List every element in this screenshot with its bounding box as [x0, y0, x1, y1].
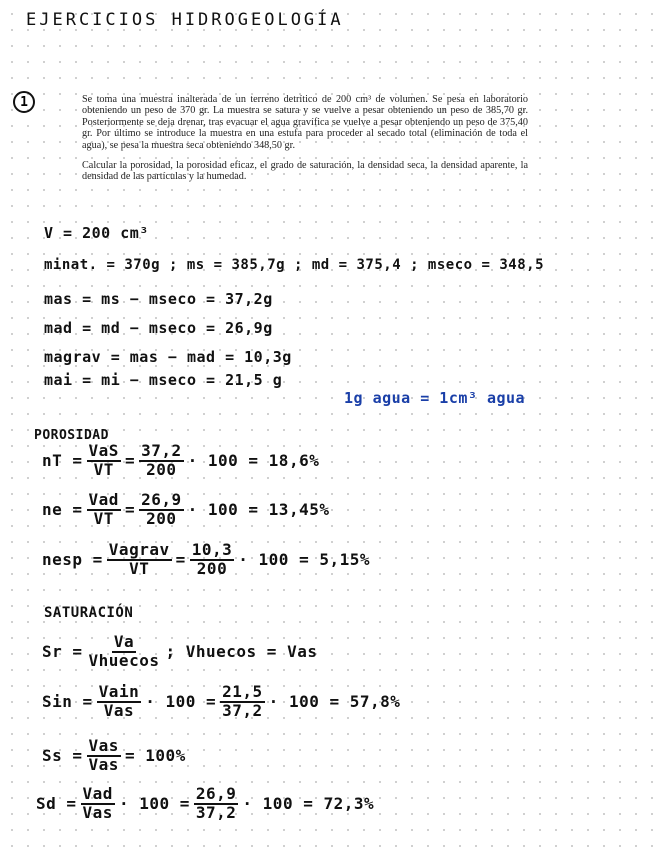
- ss-denominator: Vas: [88, 754, 119, 774]
- ne-value-numerator: 26,9: [141, 490, 182, 509]
- sin-value-denominator: 37,2: [222, 700, 263, 720]
- mai-note: mai = mi − mseco = 21,5 g: [44, 371, 283, 389]
- masses-note: minat. = 370g ; ms = 385,7g ; md = 375,4 ; mseco = 348,5: [44, 257, 545, 273]
- formula-sin: [42, 684, 400, 720]
- nesp-numerator: Vagrav: [108, 540, 170, 559]
- sd-numerator: Vad: [82, 784, 113, 803]
- sin-denominator: Vas: [103, 700, 135, 720]
- sin-equals: · 100 =: [145, 692, 217, 712]
- porosidad-heading: POROSIDAD: [34, 428, 109, 443]
- ne-value-denominator: 200: [146, 508, 177, 528]
- sd-value-fraction: [194, 786, 239, 822]
- nt-result: · 100 = 18,6%: [187, 451, 320, 471]
- nt-value-fraction: [139, 443, 184, 479]
- ne-result: · 100 = 13,45%: [187, 500, 330, 520]
- nt-value-denominator: 200: [146, 459, 177, 479]
- nesp-denominator: VT: [129, 558, 150, 578]
- sin-fraction: [97, 684, 142, 720]
- formula-sr: [42, 634, 317, 670]
- sin-value-fraction: [220, 684, 265, 720]
- sr-lhs: Sr =: [42, 642, 83, 662]
- ne-lhs: ne =: [42, 500, 83, 520]
- nt-fraction: [87, 443, 121, 479]
- page-header: EJERCICIOS HIDROGEOLOGÍA: [26, 10, 344, 30]
- sd-value-denominator: 37,2: [195, 802, 237, 822]
- nt-lhs: nT =: [42, 451, 83, 471]
- ne-value-fraction: [139, 492, 184, 528]
- mad-note: mad = md − mseco = 26,9g: [44, 319, 273, 337]
- ss-lhs: Ss =: [42, 746, 83, 766]
- sd-denominator: Vas: [82, 802, 113, 822]
- nesp-equals: =: [175, 550, 186, 570]
- sr-fraction: [87, 634, 162, 670]
- nesp-value-denominator: 200: [196, 558, 228, 578]
- formula-ss: [42, 738, 186, 774]
- sd-equals: · 100 =: [118, 794, 190, 814]
- ss-fraction: [87, 738, 121, 774]
- nt-equals: =: [124, 451, 136, 471]
- nesp-result: · 100 = 5,15%: [238, 550, 370, 570]
- nt-value-numerator: 37,2: [141, 441, 182, 460]
- sd-value-numerator: 26,9: [195, 784, 237, 803]
- ss-result: = 100%: [124, 746, 186, 766]
- nesp-value-fraction: [190, 542, 235, 578]
- volume-note: V = 200 cm³: [44, 224, 149, 242]
- exercise-number: 1: [13, 91, 35, 113]
- sd-lhs: Sd =: [36, 794, 77, 814]
- sin-lhs: Sin =: [42, 692, 93, 712]
- ne-fraction: [87, 492, 121, 528]
- nesp-fraction: [107, 542, 172, 578]
- saturacion-heading: SATURACIÓN: [44, 605, 134, 621]
- problem-paragraph-1: Se toma una muestra inalterada de un terreno detrítico de 200 cm³ de volumen. Se pesa en laboratorio obteniendo un peso de 370 gr. La muestra se satura y se vuelve a pesar obteniendo un peso de 385,70 gr. Posteriormente se deja drenar, tras evacuar el agua gravífica se vuelve a pesar obteniendo un peso de 375,40 gr. Por último se introduce la muestra en una estufa para proceder al secado total (eliminación de toda el agua), se pesa la muestra seca obteniendo 348,50 gr.: [82, 94, 528, 151]
- ne-equals: =: [124, 500, 136, 520]
- magrav-note: magrav = mas − mad = 10,3g: [44, 348, 292, 366]
- problem-paragraph-2: Calcular la porosidad, la porosidad eficaz, el grado de saturación, la densidad seca, la densidad aparente, la densidad de las partículas y la humedad.: [82, 160, 528, 183]
- ss-numerator: Vas: [88, 736, 119, 755]
- formula-ne: [42, 492, 329, 528]
- nesp-lhs: nesp =: [42, 550, 103, 570]
- nesp-value-numerator: 10,3: [191, 540, 233, 559]
- sr-numerator: Va: [113, 632, 135, 651]
- sr-denominator: Vhuecos: [88, 650, 160, 670]
- sd-result: · 100 = 72,3%: [242, 794, 375, 814]
- sr-note: ; Vhuecos = Vas: [165, 642, 318, 662]
- problem-statement: [82, 94, 528, 192]
- formula-nt: [42, 443, 319, 479]
- ne-numerator: Vad: [88, 490, 119, 509]
- sin-numerator: Vain: [98, 682, 140, 701]
- mas-note: mas = ms − mseco = 37,2g: [44, 290, 273, 308]
- water-equivalence-note: 1g agua = 1cm³ agua: [344, 389, 526, 407]
- nt-denominator: VT: [93, 459, 114, 479]
- formula-sd: [36, 786, 374, 822]
- sd-fraction: [81, 786, 115, 822]
- nt-numerator: VaS: [88, 441, 119, 460]
- sin-result: · 100 = 57,8%: [268, 692, 401, 712]
- formula-nesp: [42, 542, 370, 578]
- ne-denominator: VT: [93, 508, 114, 528]
- sin-value-numerator: 21,5: [222, 682, 263, 701]
